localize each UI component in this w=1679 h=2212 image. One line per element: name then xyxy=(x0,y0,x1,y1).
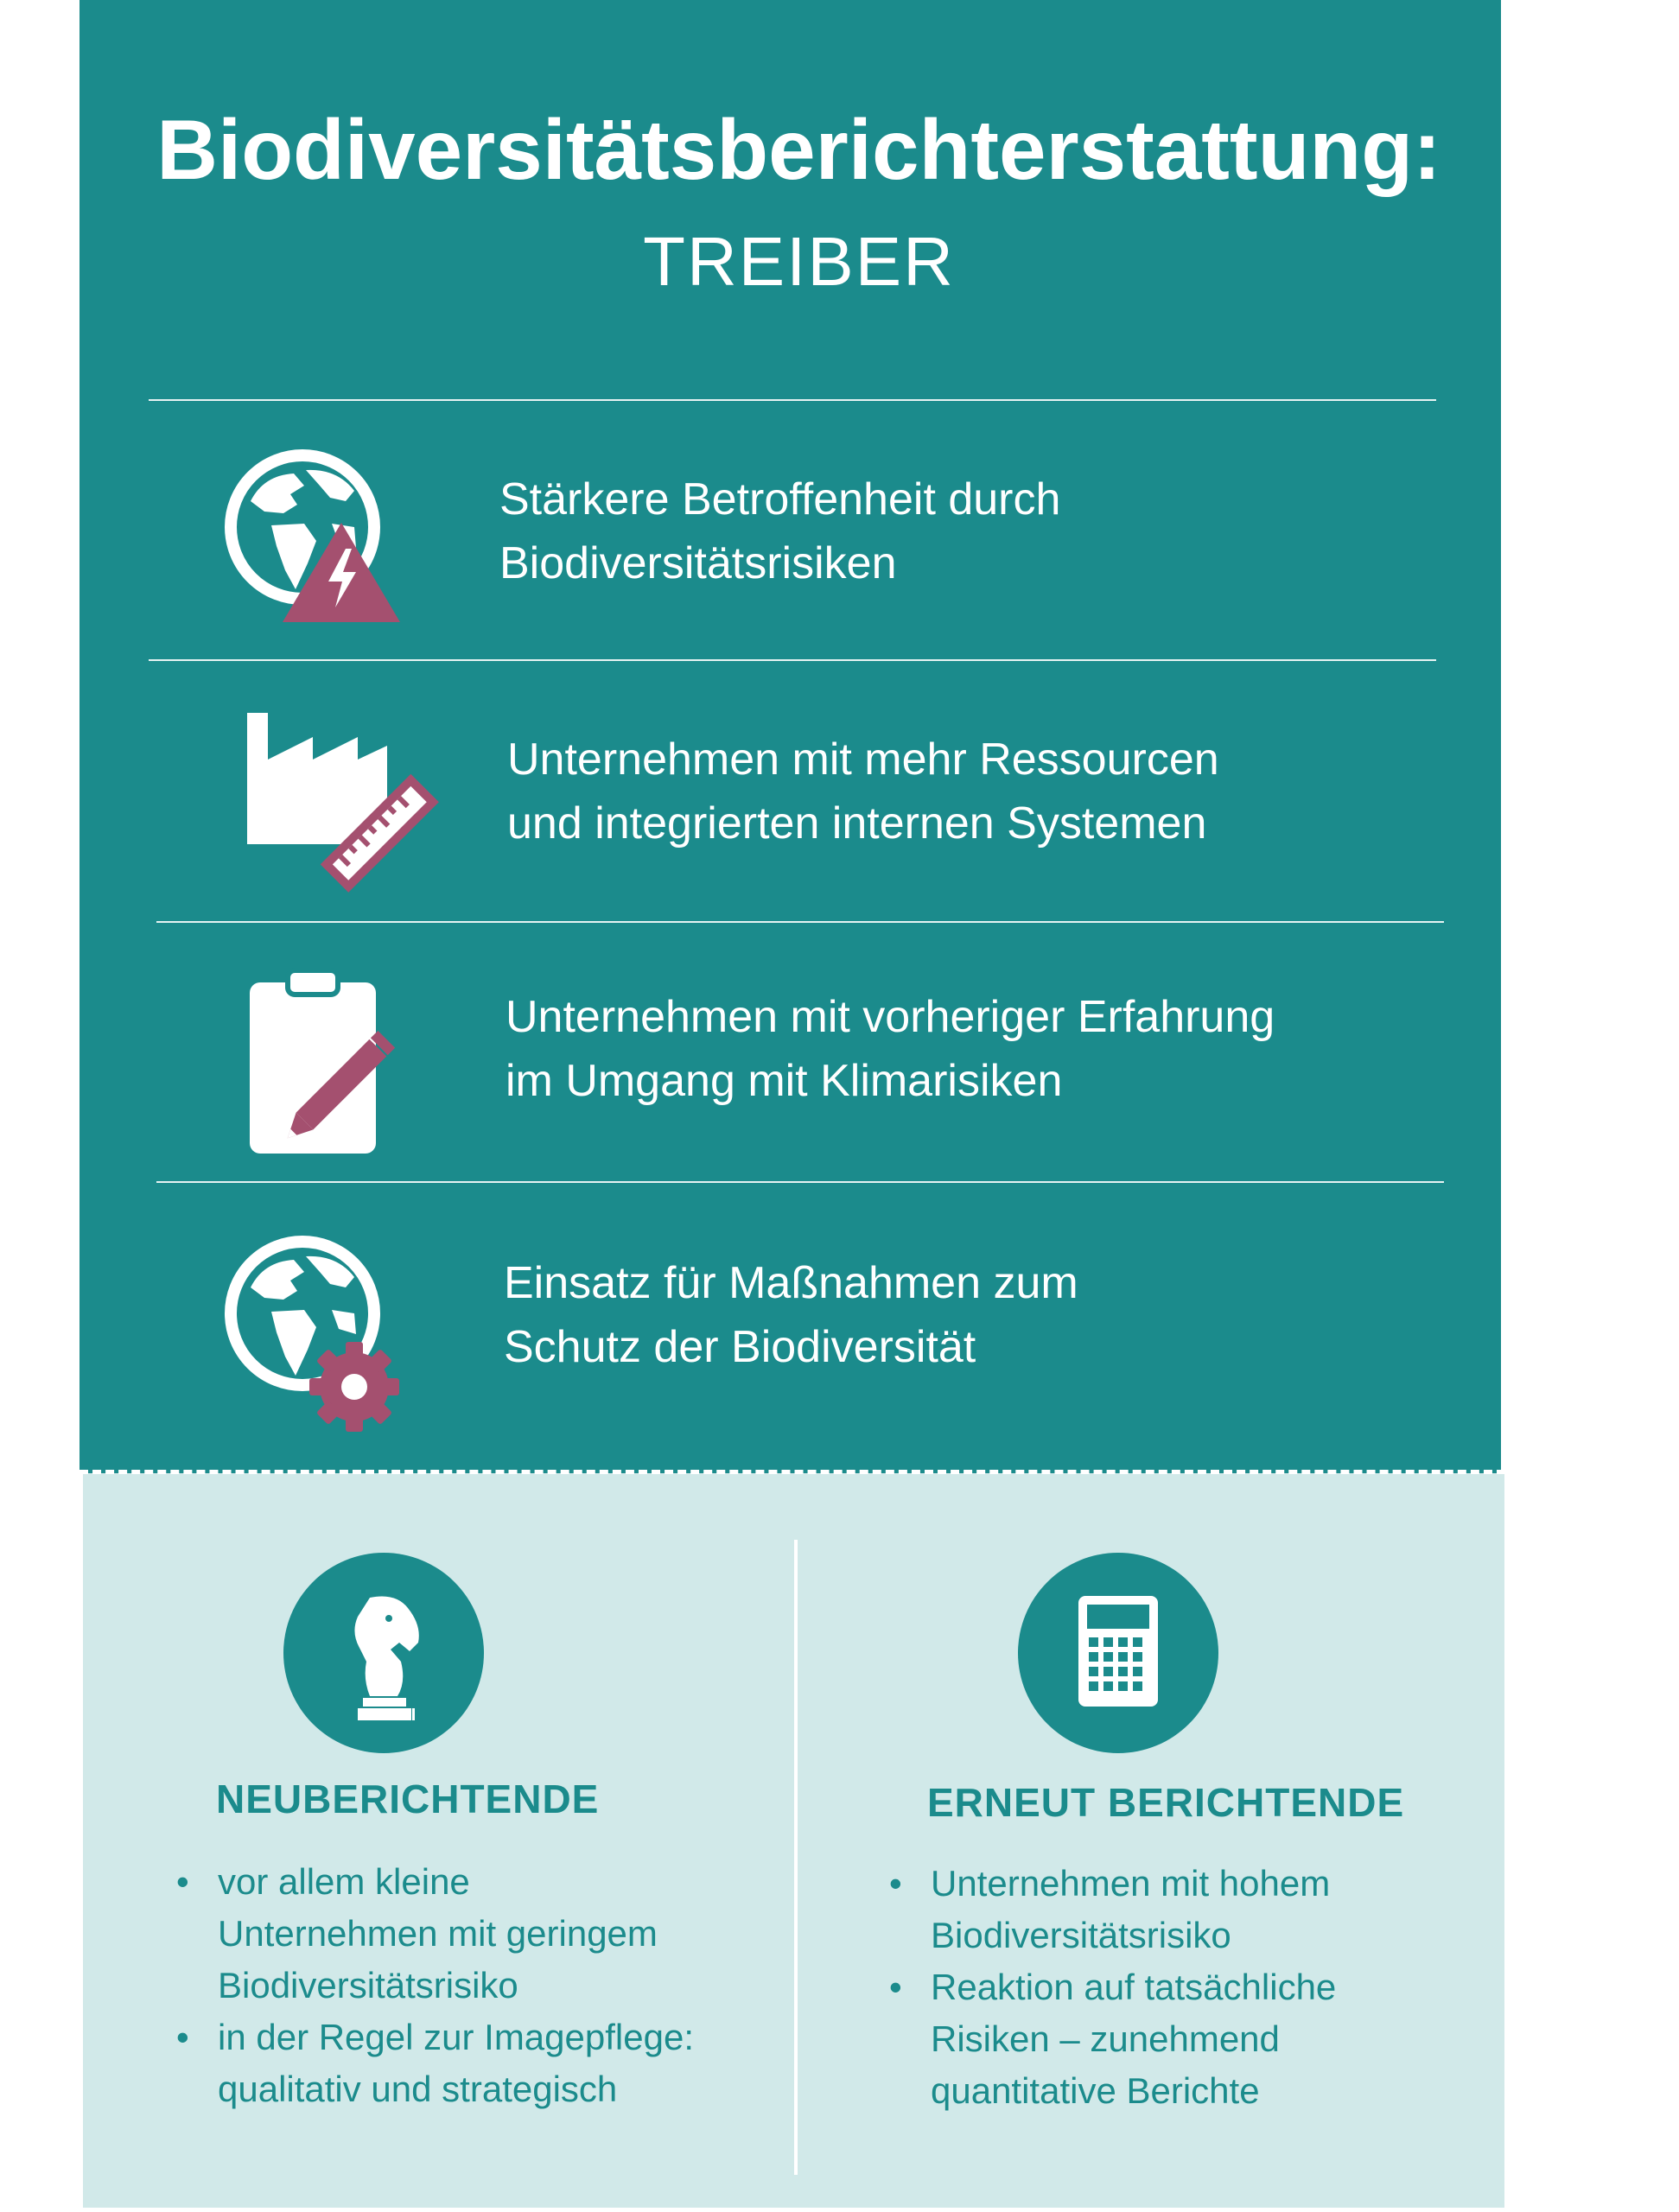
driver-1-line-1: Stärkere Betroffenheit durch xyxy=(499,474,1061,524)
row-divider xyxy=(156,1181,1444,1183)
bullet-dot: • xyxy=(176,2017,189,2057)
chess-knight-icon xyxy=(283,1553,484,1753)
repeat-reporters-list xyxy=(889,1858,1337,2117)
globe-warning-icon xyxy=(216,441,423,648)
driver-3-line-1: Unternehmen mit vorheriger Erfahrung xyxy=(506,992,1275,1042)
bullet-dot: • xyxy=(176,1861,189,1902)
driver-2-line-2: und integrierten internen Systemen xyxy=(507,798,1207,849)
page-subtitle: TREIBER xyxy=(643,223,955,300)
new-reporters-title: NEUBERICHTENDE xyxy=(216,1777,600,1821)
new-reporters-list xyxy=(176,1856,694,2115)
row-divider xyxy=(149,399,1436,401)
driver-3-line-2: im Umgang mit Klimarisiken xyxy=(506,1056,1063,1106)
bullet-dot: • xyxy=(889,1967,902,2007)
driver-1-line-2: Biodiversitätsrisiken xyxy=(499,538,897,588)
driver-4-text xyxy=(504,1251,1078,1379)
factory-ruler-icon xyxy=(233,704,441,912)
list-item: • in der Regel zur Imagepflege: qualitativ und strategisch xyxy=(218,2012,694,2115)
row-divider xyxy=(156,921,1444,923)
dashed-divider xyxy=(79,1470,1505,1474)
row-divider xyxy=(149,659,1436,661)
column-separator xyxy=(794,1540,798,2175)
driver-1-text xyxy=(499,467,1060,595)
driver-2-line-1: Unternehmen mit mehr Ressourcen xyxy=(507,734,1219,785)
globe-gear-icon xyxy=(216,1227,423,1434)
driver-4-line-2: Schutz der Biodiversität xyxy=(504,1322,976,1372)
list-item: • Unternehmen mit hohem Biodiversitätsrisiko xyxy=(931,1858,1336,1961)
clipboard-pencil-icon xyxy=(238,963,445,1171)
list-item: • Reaktion auf tatsächliche Risiken – zunehmend quantitative Berichte xyxy=(931,1961,1336,2117)
driver-4-line-1: Einsatz für Maßnahmen zum xyxy=(504,1258,1078,1308)
driver-2-text xyxy=(507,728,1219,855)
repeat-reporters-title: ERNEUT BERICHTENDE xyxy=(927,1780,1405,1825)
bullet-dot: • xyxy=(889,1863,902,1904)
page-title: Biodiversitätsberichterstattung: xyxy=(156,102,1441,197)
list-item: • vor allem kleine Unternehmen mit geringem Biodiversitätsrisiko xyxy=(218,1856,694,2012)
calculator-icon xyxy=(1018,1553,1218,1753)
driver-3-text xyxy=(506,985,1275,1113)
